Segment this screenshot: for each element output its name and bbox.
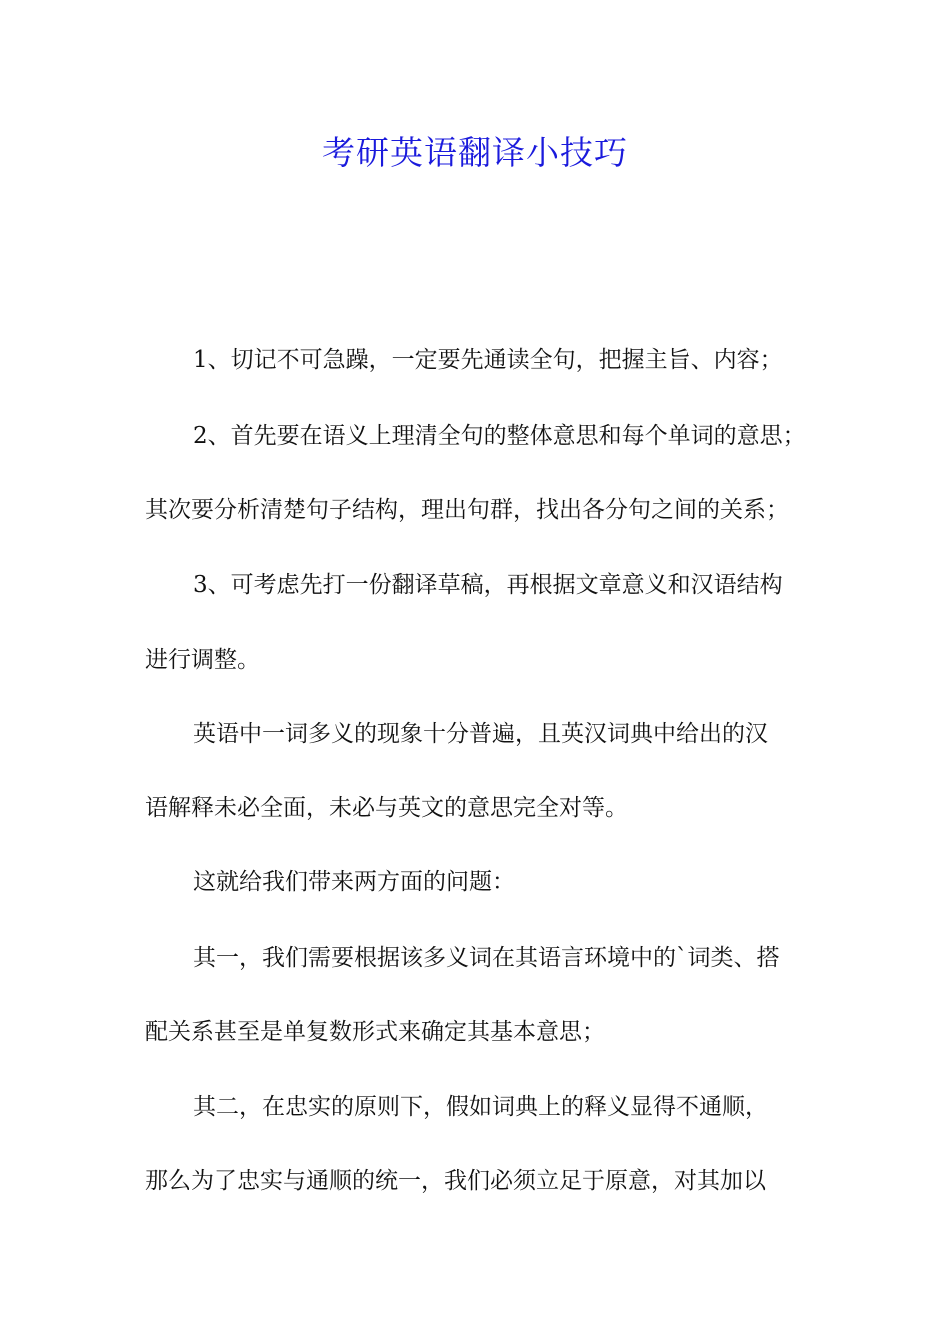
document-title: 考研英语翻译小技巧	[322, 133, 628, 172]
paragraph-line: 配关系甚至是单复数形式来确定其基本意思；	[145, 1019, 605, 1045]
paragraph-line: 英语中一词多义的现象十分普遍，且英汉词典中给出的汉	[193, 721, 768, 747]
paragraph-line: 其二，在忠实的原则下，假如词典上的释义显得不通顺，	[193, 1094, 768, 1120]
paragraph-line: 3、可考虑先打一份翻译草稿，再根据文章意义和汉语结构	[193, 572, 783, 598]
paragraph-line: 语解释未必全面，未必与英文的意思完全对等。	[145, 795, 628, 821]
paragraph-line: 其一，我们需要根据该多义词在其语言环境中的`词类、搭	[193, 945, 780, 971]
paragraph-line: 那么为了忠实与通顺的统一，我们必须立足于原意，对其加以	[145, 1168, 766, 1194]
paragraph-line: 这就给我们带来两方面的问题：	[193, 869, 515, 895]
paragraph-line: 其次要分析清楚句子结构，理出句群，找出各分句之间的关系；	[145, 497, 789, 523]
paragraph-line: 1、切记不可急躁，一定要先通读全句，把握主旨、内容；	[193, 347, 783, 373]
paragraph-line: 2、首先要在语义上理清全句的整体意思和每个单词的意思；	[193, 423, 806, 449]
paragraph-line: 进行调整。	[145, 647, 260, 673]
